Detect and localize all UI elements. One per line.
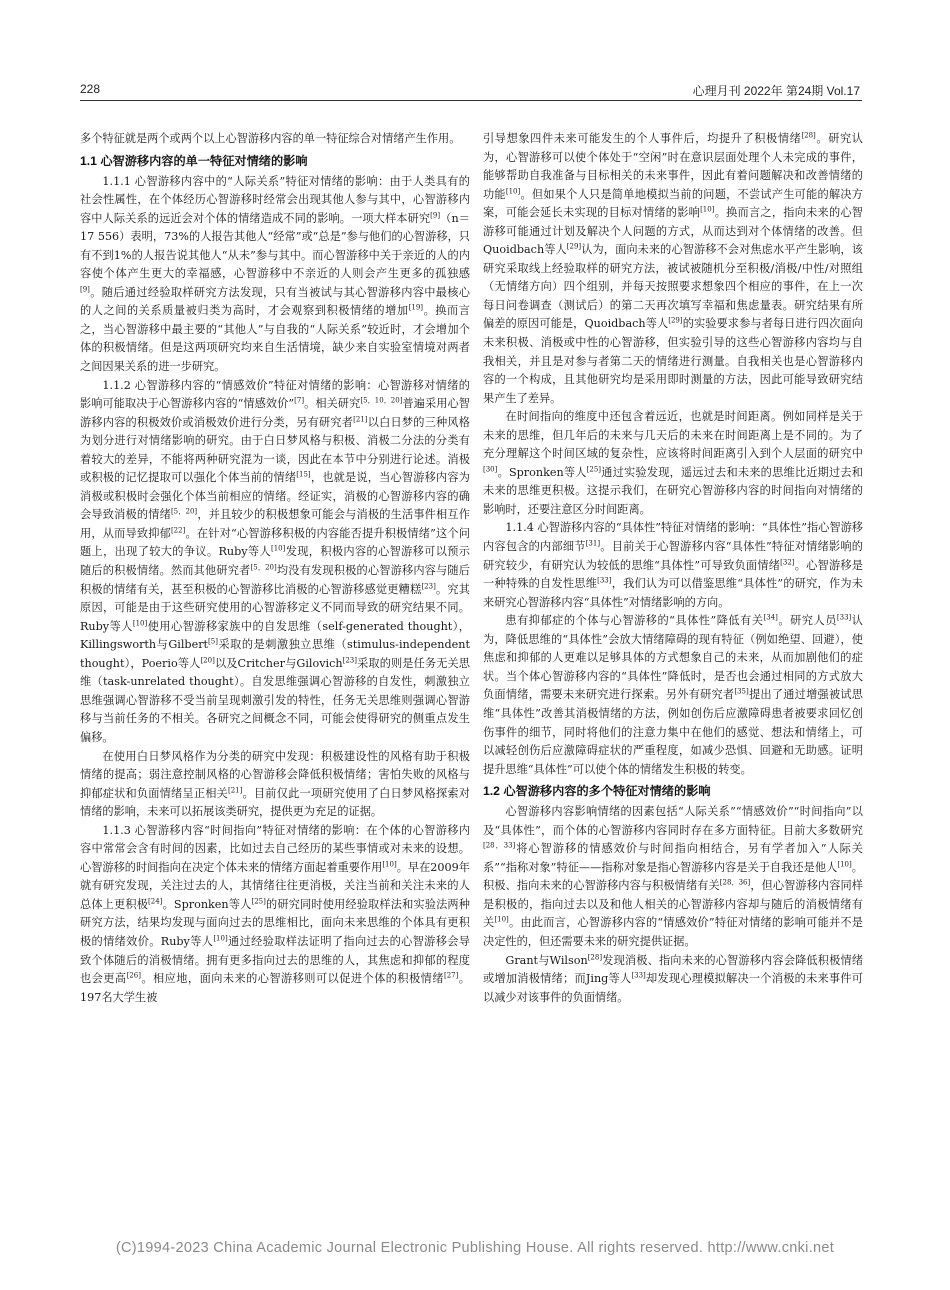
- page-number: 228: [80, 82, 101, 96]
- citation-marker: [28]: [587, 952, 603, 961]
- citation-marker: [23]: [342, 656, 357, 665]
- citation-marker: [34]: [763, 613, 778, 622]
- paragraph: 1.1.2 心智游移内容的“情感效价”特征对情绪的影响：心智游移对情绪的影响可能取决于心智游移内容的“情感效价”[7]。相关研究[5，10，20]普遍采用心智游移内容的积极效价或消极效价进行分类，另有研究者[21]以白日梦的三种风格为划分进行对情绪影响的研究。由于白日梦风格与积极、消极二分法的分类有着较大的差异，不能将两种研究混为一谈，因此在本节中分别进行论述。消极或积极的记忆提取可以强化个体当前的情绪[15]，也就是说，当心智游移内容为消极或积极时会强化个体当前相应的情绪。经证实，消极的心智游移内容的确会导致消极的情绪[5，20]，并且较少的积极想象可能会与消极的生活事件相互作用，从而导致抑郁[22]。在针对“心智游移积极的内容能否提升积极情绪”这个问题上，出现了较大的争议。Ruby等人[10]发现，积极内容的心智游移可以预示随后的积极情绪。然而其他研究者[5，20]均没有发现积极的心智游移内容与随后积极的情绪有关，甚至积极的心智游移比消极的心智游移感觉更糟糕[23]。究其原因，可能是由于这些研究使用的心智游移定义不同而导致的研究结果不同。Ruby等人[10]使用心智游移家族中的自发思维（self-generated thought），Killingsworth与Gilbert[5]采取的是刺激独立思维（stimulus-independent thought），Poerio等人[20]以及Critcher与Gilovich[23]采取的则是任务无关思维（task-unrelated thought）。自发思维强调心智游移的自发性，刺激独立思维强调心智游移不受当前呈现刺激引发的特性，任务无关思维则强调心智游移与当前任务的不相关。各研究之间概念不同，可能会使得研究的侧重点发生偏移。: [80, 378, 470, 744]
- citation-marker: [28，33]: [483, 841, 516, 850]
- citation-marker: [25]: [586, 465, 602, 474]
- paragraph: 引导想象四件未来可能发生的个人事件后，均提升了积极情绪[28]。研究认为，心智游移可以使个体处于“空闲”时在意识层面处理个人未完成的事件，能够帮助自我准备与目标相关的未来事件，因此有着问题解决和改善情绪的功能[10]。但如果个人只是简单地模拟当前的问题，不尝试产生可能的解决方案，可能会延长未实现的目标对情绪的影响[10]。换而言之，指向未来的心智游移可能通过计划及解决个人问题的方式，从而达到对个体情绪的改善。但Quoidbach等人[29]认为，面向未来的心智游移不会对焦虑水平产生影响，该研究采取线上经验取样的研究方法，被试被随机分至积极/消极/中性/对照组（无情绪方向）四个组别，并每天按照要求想象四个相应的事件，在上一次每日问卷调查（测试后）的第二天再次填写幸福和焦虑量表。研究结果有所偏差的原因可能是，Quoidbach等人[29]的实验要求参与者每日进行四次面向未来积极、消极或中性的心智游移，但实验引导的这些心智游移内容均与自我相关，并且是对参与者第二天的情绪进行测量。自我相关也是心智游移内容的一个构成，且其他研究均是采用即时测量的方法，因此可能导致研究结果产生了差异。: [483, 131, 863, 405]
- citation-marker: [33]: [631, 971, 646, 980]
- paragraph: 心智游移内容影响情绪的因素包括“人际关系”“情感效价”“时间指向”以及“具体性”，而个体的心智游移内容同时存在多方面特征。目前大多数研究[28，33]将心智游移的情感效价与时间指向相结合，另有学者加入“人际关系”“指称对象”特征——指称对象是指心智游移内容是关于自我还是他人[10]。积极、指向未来的心智游移内容与积极情绪有关[28，36]，但心智游移内容同样是积极的，指向过去以及和他人相关的心智游移内容却与随后的消极情绪有关[10]。由此而言，心智游移内容的“情感效价”特征对情绪的影响可能并不是决定性的，但还需要未来的研究提供证据。: [483, 805, 863, 948]
- citation-marker: [29]: [668, 316, 683, 325]
- citation-marker: [10]: [213, 934, 228, 943]
- paragraph: 在使用白日梦风格作为分类的研究中发现：积极建设性的风格有助于积极情绪的提高；弱注意控制风格的心智游移会降低积极情绪；害怕失败的风格与抑郁症状和负面情绪呈正相关[21]。目前仅此一项研究使用了白日梦风格探索对情绪的影响，未来可以拓展该类研究，提供更为充足的证据。: [80, 749, 470, 819]
- citation-marker: [29]: [566, 242, 582, 251]
- paragraph: 1.1.3 心智游移内容“时间指向”特征对情绪的影响：在个体的心智游移内容中常常会含有时间的因素，比如过去自己经历的某些事情或对未来的设想。心智游移的时间指向在决定个体未来的情绪方面起着重要作用[10]。早在2009年就有研究发现，关注过去的人，其情绪往往更消极，关注当前和关注未来的人总体上更积极[24]。Spronken等人[25]的研究同时使用经验取样法和实验法两种研究方法，结果均发现与面向过去的思维相比，面向未来思维的个体具有更积极的情绪效价。Ruby等人[10]通过经验取样法证明了指向过去的心智游移会导致个体随后的消极情绪。拥有更多指向过去的思维的人，其焦虑和抑郁的程度也会更高[26]。相应地，面向未来的心智游移则可以促进个体的积极情绪[27]。197名大学生被: [80, 823, 470, 1004]
- running-header: [80, 78, 860, 100]
- citation-marker: [5]: [208, 637, 218, 646]
- paragraph: 多个特征就是两个或两个以上心智游移内容的单一特征综合对情绪产生作用。: [80, 132, 461, 145]
- paragraph: 1.1.1 心智游移内容中的“人际关系”特征对情绪的影响：由于人类具有的社会性属性，在个体经历心智游移时经常会出现其他人参与其中，心智游移内容中人际关系的远近会对个体的情绪造成不同的影响。一项大样本研究[9]（n＝17 556）表明，73%的人报告其他人“经常”或“总是”参与他们的心智游移，只有不到1%的人报告说其他人“从未”参与其中。而心智游移中关于亲近的人的内容使个体产生更大的幸福感，心智游移中不亲近的人则会产生更多的孤独感[9]。随后通过经验取样研究方法发现，只有当被试与其心智游移内容中最核心的人之间的关系质量被归类为高时，才会观察到积极情绪的增加[19]。换而言之，当心智游移中最主要的“其他人”与自我的“人际关系”较近时，才会增加个体的积极情绪。但是这两项研究均来自生活情境，缺少来自实验室情境对两者之间因果关系的进一步研究。: [80, 174, 470, 374]
- citation-marker: [10]: [382, 860, 397, 869]
- citation-marker: [10]: [494, 915, 509, 924]
- paragraph: Grant与Wilson[28]发现消极、指向未来的心智游移内容会降低积极情绪或增加消极情绪；而Jing等人[33]却发现心理模拟解决一个消极的未来事件可以减少对该事件的负面情绪。: [483, 952, 864, 1004]
- copyright-footer: (C)1994-2023 China Academic Journal Electronic Publishing House. All rights reserved. http://www.cnki.net: [115, 1240, 835, 1256]
- citation-marker: [21]: [227, 785, 243, 794]
- citation-marker: [27]: [443, 971, 459, 980]
- citation-marker: [10]: [505, 186, 521, 195]
- citation-marker: [28，36]: [719, 878, 751, 887]
- citation-marker: [23]: [421, 581, 436, 590]
- citation-marker: [33]: [836, 613, 852, 622]
- citation-marker: [20]: [200, 656, 215, 665]
- citation-marker: [30]: [483, 465, 498, 474]
- paragraph: 在时间指向的维度中还包含着远近，也就是时间距离。例如同样是关于未来的思维，但几年后的未来与几天后的未来在时间距离上是不同的。为了充分理解这个时间区域的复杂性，应该将时间距离引入到个人层面的研究中[30]。Spronken等人[25]通过实验发现，遥远过去和未来的思维比近期过去和未来的思维更积极。这提示我们，在研究心智游移内容的时间指向对情绪的影响时，还要注意区分时间距离。: [483, 410, 863, 516]
- citation-marker: [25]: [251, 897, 266, 906]
- citation-marker: [7]: [294, 396, 305, 405]
- citation-marker: [33]: [597, 576, 612, 585]
- citation-marker: [22]: [170, 526, 186, 535]
- citation-marker: [9]: [80, 285, 90, 294]
- citation-marker: [28]: [801, 131, 816, 140]
- header-divider: [80, 100, 862, 101]
- citation-marker: [5，20]: [170, 507, 198, 516]
- citation-marker: [24]: [148, 897, 163, 906]
- citation-marker: [19]: [408, 303, 424, 312]
- citation-marker: [5，20]: [250, 563, 277, 572]
- citation-marker: [15]: [296, 470, 311, 479]
- citation-marker: [32]: [780, 557, 795, 566]
- citation-marker: [31]: [585, 539, 601, 548]
- citation-marker: [26]: [126, 971, 141, 980]
- paragraph: 患有抑郁症的个体与心智游移的“具体性”降低有关[34]。研究人员[33]认为，降低思维的“具体性”会放大情绪障碍的现有特征（例如绝望、回避），使焦虑和抑郁的人更难以足够具体的方式想象自己的未来，从而加剧他们的症状。当个体心智游移内容的“具体性”降低时，是否也会通过相同的方式放大负面情绪，需要未来研究进行探索。另外有研究者[35]提出了通过增强被试思维“具体性”改善其消极情绪的方法，例如创伤后应激障碍患者被要求回忆创伤事件的细节，同时将他们的注意力集中在他们的感觉、想法和情绪上，可以减轻创伤后应激障碍症状的严重程度，如减少恐惧、回避和无助感。证明提升思维“具体性”可以使个体的情绪发生积极的转变。: [483, 613, 863, 776]
- citation-marker: [9]: [430, 210, 441, 219]
- paragraph: 1.1.4 心智游移内容的“具体性”特征对情绪的影响：“具体性”指心智游移内容包含的内部细节[31]。目前关于心智游移内容“具体性”特征对情绪影响的研究较少，有研究认为较低的思维“具体性”可导致负面情绪[32]。心智游移是一种特殊的自发性思维[33]，我们认为可以借鉴思维“具体性”的研究，作为未来研究心智游移内容“具体性”对情绪影响的方向。: [483, 521, 863, 609]
- section-heading-1-1: 1.1 心智游移内容的单一特征对情绪的影响: [80, 153, 308, 168]
- citation-marker: [21]: [353, 414, 368, 423]
- citation-marker: [5，10，20]: [360, 396, 403, 405]
- citation-marker: [10]: [132, 618, 148, 627]
- right-column: [483, 130, 863, 1007]
- citation-marker: [10]: [271, 544, 286, 553]
- citation-marker: [35]: [734, 687, 749, 696]
- citation-marker: [10]: [700, 205, 715, 214]
- citation-marker: [10]: [837, 860, 852, 869]
- journal-issue: 心理月刊 2022年 第24期 Vol.17: [692, 84, 860, 98]
- section-heading-1-2: 1.2 心智游移内容的多个特征对情绪的影响: [483, 784, 711, 799]
- left-column: [80, 130, 470, 1007]
